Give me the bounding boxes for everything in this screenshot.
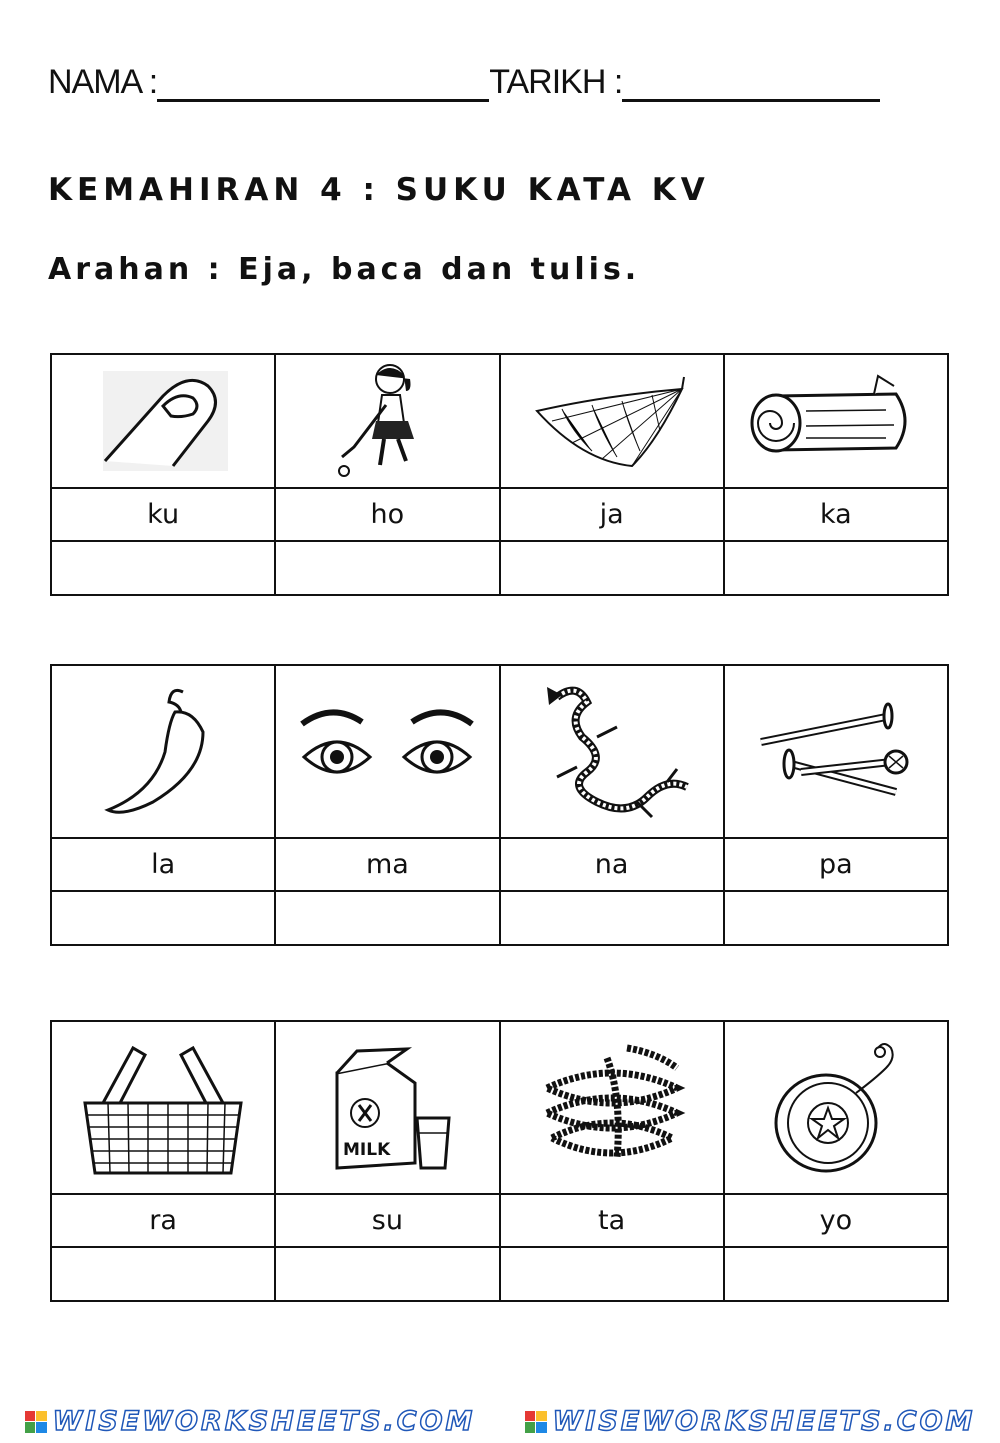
watermark xyxy=(25,1406,476,1437)
picture-cell xyxy=(724,354,948,488)
picture-cell xyxy=(500,354,724,488)
answer-row xyxy=(51,1247,948,1301)
milk-icon xyxy=(317,1043,457,1173)
syllable-label: ho xyxy=(275,488,499,541)
hockey-girl-icon xyxy=(332,361,442,481)
syllable-label: ta xyxy=(500,1194,724,1247)
syllable-row xyxy=(51,1194,948,1247)
answer-box[interactable] xyxy=(724,541,948,595)
watermark xyxy=(525,1406,976,1437)
picture-cell xyxy=(275,354,499,488)
date-label: TARIKH : xyxy=(489,63,623,101)
picture-row xyxy=(51,354,948,488)
picture-cell xyxy=(500,1021,724,1194)
dragon-icon xyxy=(527,677,697,827)
watermark-text: WISEWORKSHEETS.COM xyxy=(552,1406,976,1437)
picture-row xyxy=(51,665,948,838)
answer-box[interactable] xyxy=(500,541,724,595)
picture-cell xyxy=(51,665,275,838)
watermark-footer xyxy=(0,1400,1000,1443)
answer-box[interactable] xyxy=(51,541,275,595)
logo-icon xyxy=(525,1411,547,1433)
picture-cell xyxy=(724,1021,948,1194)
syllable-table-2 xyxy=(50,664,949,946)
picture-cell xyxy=(500,665,724,838)
syllable-label: la xyxy=(51,838,275,891)
syllable-row xyxy=(51,488,948,541)
answer-box[interactable] xyxy=(275,1247,499,1301)
watermark-text: WISEWORKSHEETS.COM xyxy=(52,1406,476,1437)
student-info-line xyxy=(48,58,908,102)
syllable-label: na xyxy=(500,838,724,891)
date-field[interactable] xyxy=(622,65,880,102)
answer-row xyxy=(51,891,948,945)
picture-row xyxy=(51,1021,948,1194)
picture-cell xyxy=(51,1021,275,1194)
logo-icon xyxy=(25,1411,47,1433)
picture-cell xyxy=(275,1021,499,1194)
answer-box[interactable] xyxy=(275,891,499,945)
answer-box[interactable] xyxy=(51,1247,275,1301)
syllable-row xyxy=(51,838,948,891)
answer-row xyxy=(51,541,948,595)
net-icon xyxy=(532,371,692,471)
syllable-label: pa xyxy=(724,838,948,891)
nails-icon xyxy=(751,692,921,812)
syllable-label: yo xyxy=(724,1194,948,1247)
answer-box[interactable] xyxy=(275,541,499,595)
milk-label: MILK xyxy=(343,1139,391,1160)
name-label: NAMA : xyxy=(48,63,158,101)
finger-icon xyxy=(93,366,233,476)
name-field[interactable] xyxy=(157,65,489,102)
syllable-table-1 xyxy=(50,353,949,596)
instruction-text: Arahan : Eja, baca dan tulis. xyxy=(48,252,641,287)
log-icon xyxy=(746,366,926,476)
syllable-label: ku xyxy=(51,488,275,541)
syllable-label: ma xyxy=(275,838,499,891)
eyes-icon xyxy=(292,702,482,802)
syllable-label: su xyxy=(275,1194,499,1247)
rope-icon xyxy=(527,1038,697,1178)
syllable-table-3 xyxy=(50,1020,949,1302)
answer-box[interactable] xyxy=(500,891,724,945)
picture-cell xyxy=(724,665,948,838)
answer-box[interactable] xyxy=(724,1247,948,1301)
worksheet-title: KEMAHIRAN 4 : SUKU KATA KV xyxy=(48,172,710,208)
answer-box[interactable] xyxy=(724,891,948,945)
yoyo-icon xyxy=(756,1038,916,1178)
picture-cell xyxy=(275,665,499,838)
answer-box[interactable] xyxy=(51,891,275,945)
syllable-label: ja xyxy=(500,488,724,541)
basket-icon xyxy=(73,1033,253,1183)
syllable-label: ra xyxy=(51,1194,275,1247)
answer-box[interactable] xyxy=(500,1247,724,1301)
chili-icon xyxy=(93,682,233,822)
syllable-label: ka xyxy=(724,488,948,541)
picture-cell xyxy=(51,354,275,488)
